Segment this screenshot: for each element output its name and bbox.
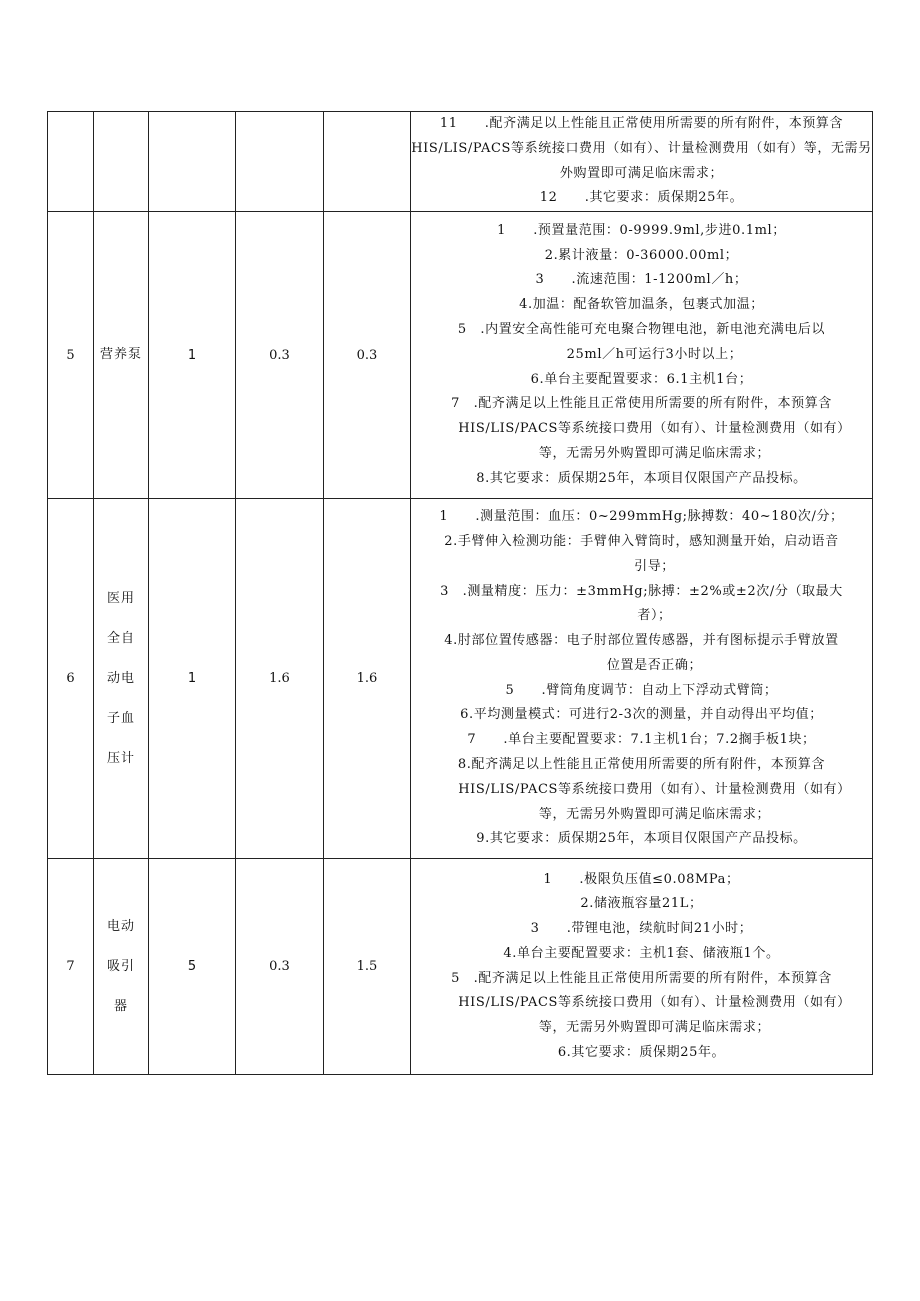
spec-line: 6.平均测量模式：可进行2-3次的测量，并自动得出平均值； (460, 707, 823, 723)
item-name-line: 吸引 (106, 958, 135, 974)
table-row (48, 212, 873, 499)
item-name-line: 营养泵 (99, 347, 142, 363)
quantity-cell: 5 (149, 859, 236, 1075)
spec-line: HIS/LIS/PACS等系统接口费用（如有）、计量检测费用（如有） (458, 995, 851, 1011)
item-name-line: 全自 (106, 630, 135, 646)
spec-line: 位置是否正确； (606, 657, 703, 673)
spec-line: 4.单台主要配置要求：主机1套、储液瓶1个。 (503, 945, 780, 961)
table-row (48, 859, 873, 1075)
item-name-line: 压计 (106, 750, 135, 766)
spec-line: 2.储液瓶容量21L； (580, 896, 703, 912)
total-cell (324, 112, 411, 212)
item-number-cell: 6 (48, 499, 94, 859)
unit-price-cell: 0.3 (236, 212, 324, 499)
item-name-line: 动电 (106, 670, 135, 686)
spec-line: 5 .臂筒角度调节：自动上下浮动式臂筒； (505, 682, 778, 698)
item-number-cell (48, 112, 94, 212)
spec-line: 12 .其它要求：质保期25年。 (539, 190, 744, 206)
spec-line: 2.手臂伸入检测功能：手臂伸入臂筒时，感知测量开始，启动语音 (444, 533, 839, 549)
quantity-cell: 1 (149, 212, 236, 499)
spec-line: 者）； (637, 608, 672, 624)
spec-description-cell (411, 499, 873, 859)
spec-line: 3 .测量精度：压力：±3mmHg;脉搏：±2%或±2次/分（取最大 (440, 583, 843, 599)
item-name-line: 电动 (106, 918, 135, 934)
spec-line: 引导； (634, 558, 675, 574)
unit-price-cell (236, 112, 324, 212)
spec-line: 6.单台主要配置要求：6.1主机1台； (530, 371, 753, 387)
item-name-cell (94, 859, 149, 1075)
spec-line: 9.其它要求：质保期25年，本项目仅限国产产品投标。 (476, 831, 807, 847)
item-number-cell: 5 (48, 212, 94, 499)
spec-line: 1 .测量范围：血压：0~299mmHg;脉搏数：40~180次/分； (439, 509, 844, 525)
spec-line: 2.累计液量：0-36000.00ml； (544, 247, 739, 263)
item-name-cell (94, 112, 149, 212)
quantity-cell: 1 (149, 499, 236, 859)
spec-line: 7 .配齐满足以上性能且正常使用所需要的所有附件，本预算含 (451, 396, 832, 412)
spec-line: HIS/LIS/PACS等系统接口费用（如有）、计量检测费用（如有） (458, 421, 851, 437)
spec-line: 4.加温：配备软管加温条，包裹式加温； (519, 297, 764, 313)
spec-description-cell (411, 859, 873, 1075)
spec-description-cell (411, 212, 873, 499)
item-name-cell (94, 499, 149, 859)
total-cell: 1.5 (324, 859, 411, 1075)
spec-line: HIS/LIS/PACS等系统接口费用（如有）、计量检测费用（如有） (458, 781, 851, 797)
item-name-line: 器 (113, 998, 128, 1014)
total-cell: 1.6 (324, 499, 411, 859)
quantity-cell (149, 112, 236, 212)
spec-line: 等，无需另外购置即可满足临床需求； (538, 806, 771, 822)
spec-line: 11 .配齐满足以上性能且正常使用所需要的所有附件，本预算含HIS/LIS/PACS等系统接口费用（如有）、计量检测费用（如有）等，无需另外购置即可满足临床需求； (411, 116, 872, 181)
spec-line: 8.其它要求：质保期25年，本项目仅限国产产品投标。 (476, 470, 807, 486)
table-row (48, 499, 873, 859)
spec-line: 5 .配齐满足以上性能且正常使用所需要的所有附件，本预算含 (451, 970, 832, 986)
spec-line: 5 .内置安全高性能可充电聚合物锂电池，新电池充满电后以 (457, 321, 826, 337)
total-cell: 0.3 (324, 212, 411, 499)
unit-price-cell: 0.3 (236, 859, 324, 1075)
spec-line: 7 .单台主要配置要求：7.1主机1台；7.2搁手板1块； (467, 732, 816, 748)
spec-line: 25ml／h可运行3小时以上； (566, 346, 743, 362)
item-number-cell: 7 (48, 859, 94, 1075)
spec-line: 1 .极限负压值≤0.08MPa； (543, 871, 740, 887)
spec-description-cell (411, 112, 873, 212)
table-row (48, 112, 873, 212)
spec-line: 等，无需另外购置即可满足临床需求； (538, 445, 771, 461)
equipment-spec-table (47, 111, 873, 1075)
spec-line: 3 .流速范围：1-1200ml／h； (535, 272, 748, 288)
item-name-cell (94, 212, 149, 499)
unit-price-cell: 1.6 (236, 499, 324, 859)
item-name-line: 子血 (106, 710, 135, 726)
spec-line: 1 .预置量范围：0-9999.9ml,步进0.1ml； (497, 222, 786, 238)
spec-line: 3 .带锂电池，续航时间21小时； (530, 921, 753, 937)
item-name-line: 医用 (106, 590, 135, 606)
spec-line: 6.其它要求：质保期25年。 (557, 1045, 726, 1061)
spec-line: 4.肘部位置传感器：电子肘部位置传感器，并有图标提示手臂放置 (444, 633, 839, 649)
spec-line: 8.配齐满足以上性能且正常使用所需要的所有附件，本预算含 (457, 757, 826, 773)
spec-line: 等，无需另外购置即可满足临床需求； (538, 1020, 771, 1036)
